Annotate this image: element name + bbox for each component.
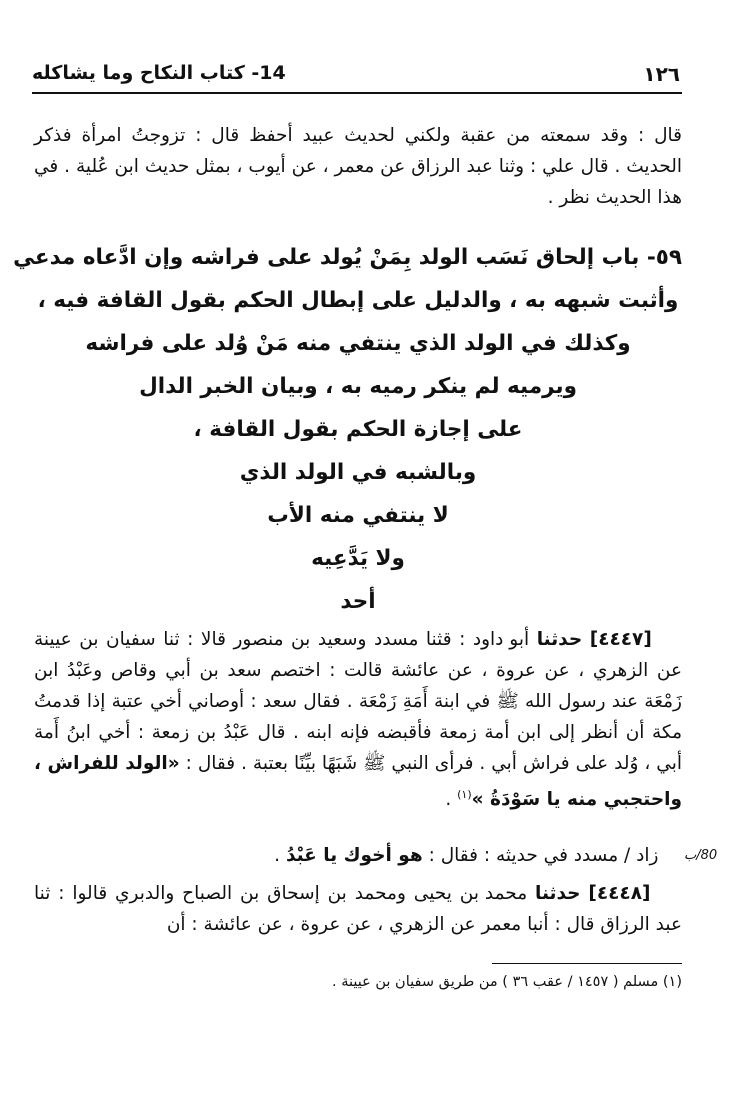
heading-line: لا ينتفي منه الأب bbox=[267, 503, 449, 528]
heading-line: وكذلك في الولد الذي ينتفي منه مَنْ وُلد على فراشه bbox=[85, 331, 631, 356]
hadith-4448 bbox=[34, 878, 682, 940]
heading-line: وبالشبه في الولد الذي bbox=[239, 460, 477, 485]
footnote-ref: (١) bbox=[457, 788, 472, 801]
addendum-text: زاد / مسدد في حديثه : فقال : bbox=[428, 845, 659, 866]
footnote: (١) مسلم ( ١٤٥٧ / عقب ٣٦ ) من طريق سفيان بن عيينة . bbox=[332, 974, 682, 990]
heading-line: ٥٩- باب إلحاق نَسَب الولد بِمَنْ يُولد على فراشه وإن ادَّعاه مدعي bbox=[13, 245, 682, 270]
heading-line: ولا يَدَّعِيه bbox=[311, 546, 405, 571]
opening-paragraph-text: قال : وقد سمعته من عقبة ولكني لحديث عبيد أحفظ قال : تزوجتُ امرأة فذكر الحديث . قال علي : وثنا عبد الرزاق عن معمر ، عن أيوب ، بمثل حديث ابن عُلية . في هذا الحديث نظر . bbox=[34, 125, 682, 208]
hadith-intro: حدثنا bbox=[535, 883, 581, 904]
hadith-text: أبو داود : قثنا مسدد وسعيد بن منصور قالا : ثنا سفيان بن عيينة عن الزهري ، عن عروة ، عن عائشة قالت : اختصم سعد بن أبي وقاص وعَبْدُ ابن زَمْعَة عند رسول الله ﷺ في ابنة أَمَةِ زَمْعَة . فقال سعد : أوصاني أخي عتبة إذا قدمتُ مكة أن أنظر إلى ابن أمة زمعة فأقبضه فإنه ابنه . قال عَبْدُ بن زمعة : أخي ابنُ أَمة أبي ، وُلد على فراش أبي . فرأى النبي ﷺ شَبَهًا بيِّنًا بعتبة . فقال : bbox=[34, 629, 682, 774]
addendum-quote: هو أخوك يا عَبْدُ bbox=[285, 845, 423, 866]
heading-line: على إجازة الحكم بقول القافة ، bbox=[193, 417, 523, 442]
heading-line: وأثبت شبهه به ، والدليل على إبطال الحكم بقول القافة فيه ، bbox=[37, 288, 679, 313]
hadith-number: [٤٤٤٨] bbox=[588, 883, 651, 904]
chapter-heading bbox=[13, 236, 682, 623]
heading-line: ويرميه لم ينكر رميه به ، وبيان الخبر الدال bbox=[139, 374, 577, 399]
hadith-quote: «الولد للفراش ، واحتجبي منه يا سَوْدَةُ » bbox=[34, 753, 682, 811]
hadith-4447 bbox=[34, 624, 682, 815]
footnote-divider bbox=[492, 963, 682, 964]
page-header bbox=[32, 58, 682, 94]
chapter-title: 14- كتاب النكاح وما يشاكله bbox=[32, 62, 286, 84]
hadith-text: محمد بن يحيى ومحمد بن إسحاق بن الصباح والدبري قالوا : ثنا عبد الرزاق قال : أنبا معمر عن الزهري ، عن عروة ، عن عائشة : أن bbox=[34, 883, 682, 935]
hadith-intro: حدثنا bbox=[536, 629, 583, 650]
heading-line: أحد bbox=[340, 589, 376, 614]
hadith-number: [٤٤٤٧] bbox=[589, 629, 652, 650]
opening-paragraph bbox=[34, 120, 682, 213]
margin-folio-note: 80/ب bbox=[684, 848, 718, 863]
hadith-end: . bbox=[445, 789, 458, 811]
page-number: ١٢٦ bbox=[643, 62, 680, 86]
addendum bbox=[34, 840, 682, 871]
addendum-end: . bbox=[274, 845, 286, 866]
